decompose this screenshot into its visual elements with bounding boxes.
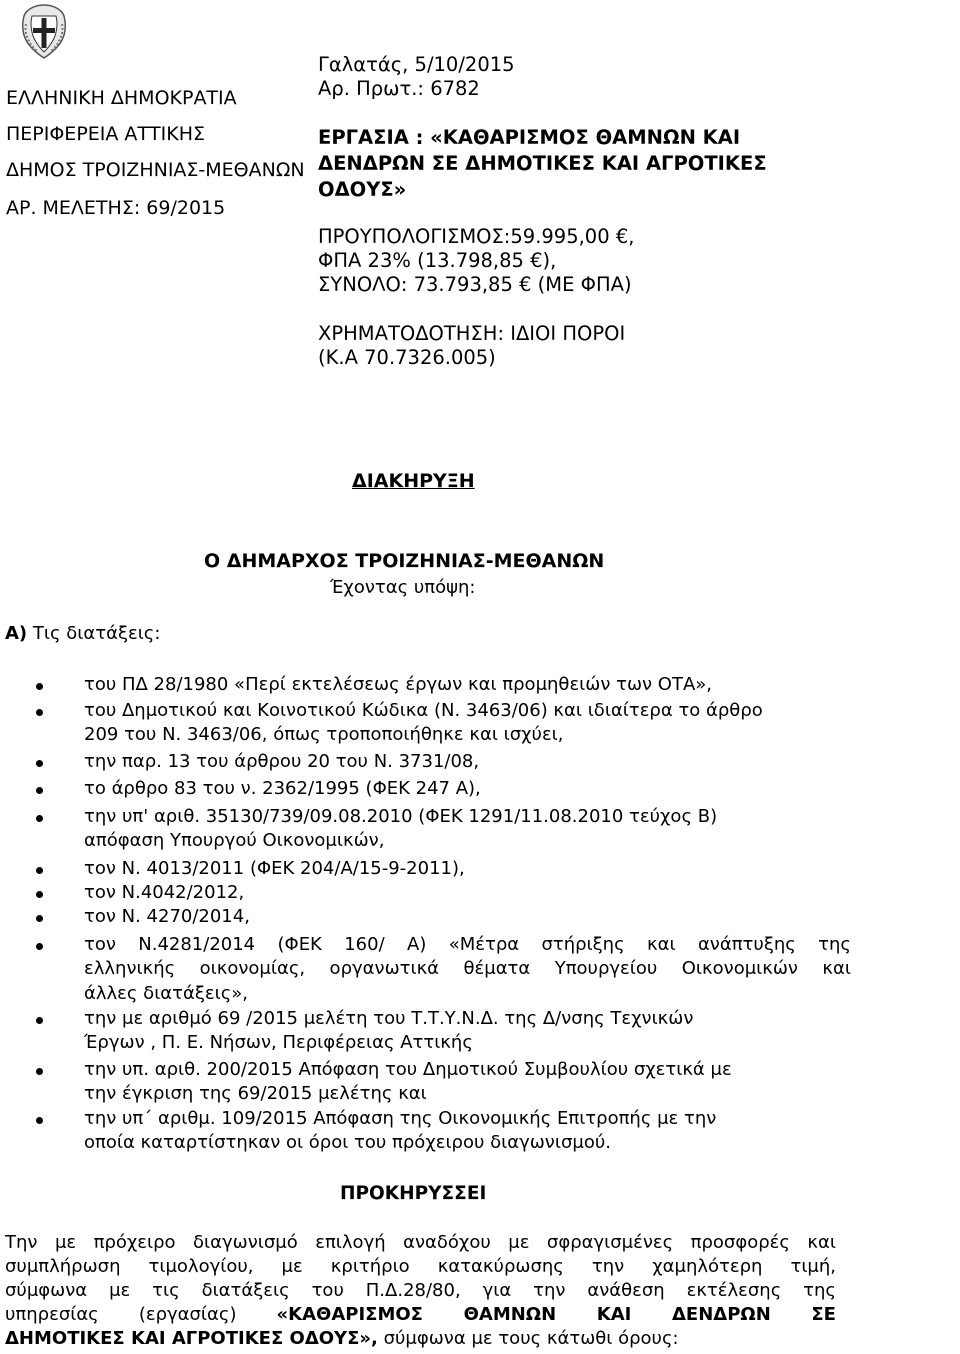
- work-title-line-1: ΕΡΓΑΣΙΑ : «ΚΑΘΑΡΙΣΜΟΣ ΘΑΜΝΩΝ ΚΑΙ: [318, 126, 741, 149]
- paragraph-line: συμπλήρωση τιμολογίου, με κριτήριο κατακύρωσης την χαμηλότερη τιμή,: [5, 1256, 836, 1277]
- list-item: την υπ. αριθ. 200/2015 Απόφαση του Δημοτικού Συμβουλίου σχετικά με: [84, 1059, 732, 1080]
- list-item: του Δημοτικού και Κοινοτικού Κώδικα (Ν. 3463/06) και ιδιαίτερα το άρθρο: [84, 700, 763, 721]
- work-title-line-3: ΟΔΟΥΣ»: [318, 178, 407, 201]
- considering-label: Έχοντας υπόψη:: [330, 577, 476, 598]
- list-item: την με αριθμό 69 /2015 μελέτη του Τ.Τ.Υ.Ν.Δ. της Δ/νσης Τεχνικών: [84, 1008, 694, 1029]
- paragraph-text: σύμφωνα με τους κάτωθι όρους:: [383, 1328, 679, 1349]
- mayor-heading: Ο ΔΗΜΑΡΧΟΣ ΤΡΟΙΖΗΝΙΑΣ-ΜΕΘΑΝΩΝ: [204, 550, 605, 572]
- work-title-line-2: ΔΕΝΔΡΩΝ ΣΕ ΔΗΜΟΤΙΚΕΣ ΚΑΙ ΑΓΡΟΤΙΚΕΣ: [318, 152, 767, 175]
- section-a-heading: [5, 623, 160, 644]
- protocol-number: Αρ. Πρωτ.: 6782: [318, 77, 480, 100]
- list-bullet: [36, 943, 43, 950]
- budget-line-3: ΣΥΝΟΛΟ: 73.793,85 € (ΜΕ ΦΠΑ): [318, 273, 632, 296]
- list-bullet: [36, 787, 43, 794]
- funding-line-2: (Κ.Α 70.7326.005): [318, 346, 496, 369]
- list-bullet: [36, 683, 43, 690]
- paragraph-line: Την με πρόχειρο διαγωνισμό επιλογή αναδόχου με σφραγισμένες προσφορές και: [5, 1232, 836, 1253]
- place-date: Γαλατάς, 5/10/2015: [318, 53, 515, 76]
- list-item: την παρ. 13 του άρθρου 20 του Ν. 3731/08,: [84, 751, 480, 772]
- list-bullet: [36, 915, 43, 922]
- section-a-text: Τις διατάξεις:: [32, 623, 161, 644]
- study-number: ΑΡ. ΜΕΛΕΤΗΣ: 69/2015: [6, 197, 226, 219]
- list-bullet: [36, 891, 43, 898]
- list-item: τον Ν. 4270/2014,: [84, 906, 250, 927]
- list-item-continuation: την έγκριση της 69/2015 μελέτης και: [84, 1083, 427, 1104]
- list-item: τον Ν.4042/2012,: [84, 882, 245, 903]
- list-item: τον Ν.4281/2014 (ΦΕΚ 160/ Α) «Μέτρα στήριξης και ανάπτυξης της: [84, 934, 851, 955]
- funding-line-1: ΧΡΗΜΑΤΟΔΟΤΗΣΗ: ΙΔΙΟΙ ΠΟΡΟΙ: [318, 322, 626, 345]
- list-item: του ΠΔ 28/1980 «Περί εκτελέσεως έργων και προμηθειών των ΟΤΑ»,: [84, 674, 713, 695]
- list-item-continuation: οποία καταρτίστηκαν οι όροι του πρόχειρου διαγωνισμού.: [84, 1132, 611, 1153]
- list-item-continuation: 209 του Ν. 3463/06, όπως τροποποιήθηκε και ισχύει,: [84, 724, 564, 745]
- section-a-label: Α): [5, 623, 28, 644]
- paragraph-line: [5, 1328, 836, 1349]
- list-bullet: [36, 1017, 43, 1024]
- region-name: ΠΕΡΙΦΕΡΕΙΑ ΑΤΤΙΚΗΣ: [6, 123, 205, 145]
- list-item: την υπ' αριθ. 35130/739/09.08.2010 (ΦΕΚ 1291/11.08.2010 τεύχος Β): [84, 806, 718, 827]
- list-item-continuation: ελληνικής οικονομίας, οργανωτικά θέματα Υπουργείου Οικονομικών και: [84, 958, 851, 979]
- list-item-continuation: άλλες διατάξεις»,: [84, 983, 249, 1004]
- list-bullet: [36, 760, 43, 767]
- paragraph-line: σύμφωνα με τις διατάξεις του Π.Δ.28/80, για την ανάθεση εκτέλεσης της: [5, 1280, 836, 1301]
- list-item: την υπ΄ αριθμ. 109/2015 Απόφαση της Οικονομικής Επιτροπής με την: [84, 1108, 717, 1129]
- list-item: τον Ν. 4013/2011 (ΦΕΚ 204/Α/15-9-2011),: [84, 858, 465, 879]
- list-item-continuation: Έργων , Π. Ε. Νήσων, Περιφέρειας Αττικής: [84, 1032, 473, 1053]
- list-item-continuation: απόφαση Υπουργού Οικονομικών,: [84, 830, 385, 851]
- list-item: το άρθρο 83 του ν. 2362/1995 (ΦΕΚ 247 Α),: [84, 778, 481, 799]
- budget-line-1: ΠΡΟΥΠΟΛΟΓΙΣΜΟΣ:59.995,00 €,: [318, 225, 635, 248]
- list-bullet: [36, 709, 43, 716]
- country-name: ΕΛΛΗΝΙΚΗ ΔΗΜΟΚΡΑΤΙΑ: [6, 87, 237, 109]
- document-title: ΔΙΑΚΗΡΥΞΗ: [352, 470, 475, 492]
- municipality-name: ΔΗΜΟΣ ΤΡΟΙΖΗΝΙΑΣ-ΜΕΘΑΝΩΝ: [6, 159, 305, 181]
- proclaims-heading: ΠΡΟΚΗΡΥΣΣΕΙ: [340, 1183, 487, 1204]
- budget-line-2: ΦΠΑ 23% (13.798,85 €),: [318, 249, 557, 272]
- list-bullet: [36, 1117, 43, 1124]
- list-bullet: [36, 1068, 43, 1075]
- greek-coat-of-arms-emblem: [18, 2, 70, 60]
- work-title-bold: ΔΗΜΟΤΙΚΕΣ ΚΑΙ ΑΓΡΟΤΙΚΕΣ ΟΔΟΥΣ»,: [5, 1328, 378, 1349]
- list-bullet: [36, 815, 43, 822]
- paragraph-line: [5, 1304, 836, 1325]
- work-title-bold: «ΚΑΘΑΡΙΣΜΟΣ ΘΑΜΝΩΝ ΚΑΙ ΔΕΝΔΡΩΝ ΣΕ: [276, 1304, 836, 1325]
- paragraph-text: υπηρεσίας (εργασίας): [5, 1304, 237, 1325]
- list-bullet: [36, 867, 43, 874]
